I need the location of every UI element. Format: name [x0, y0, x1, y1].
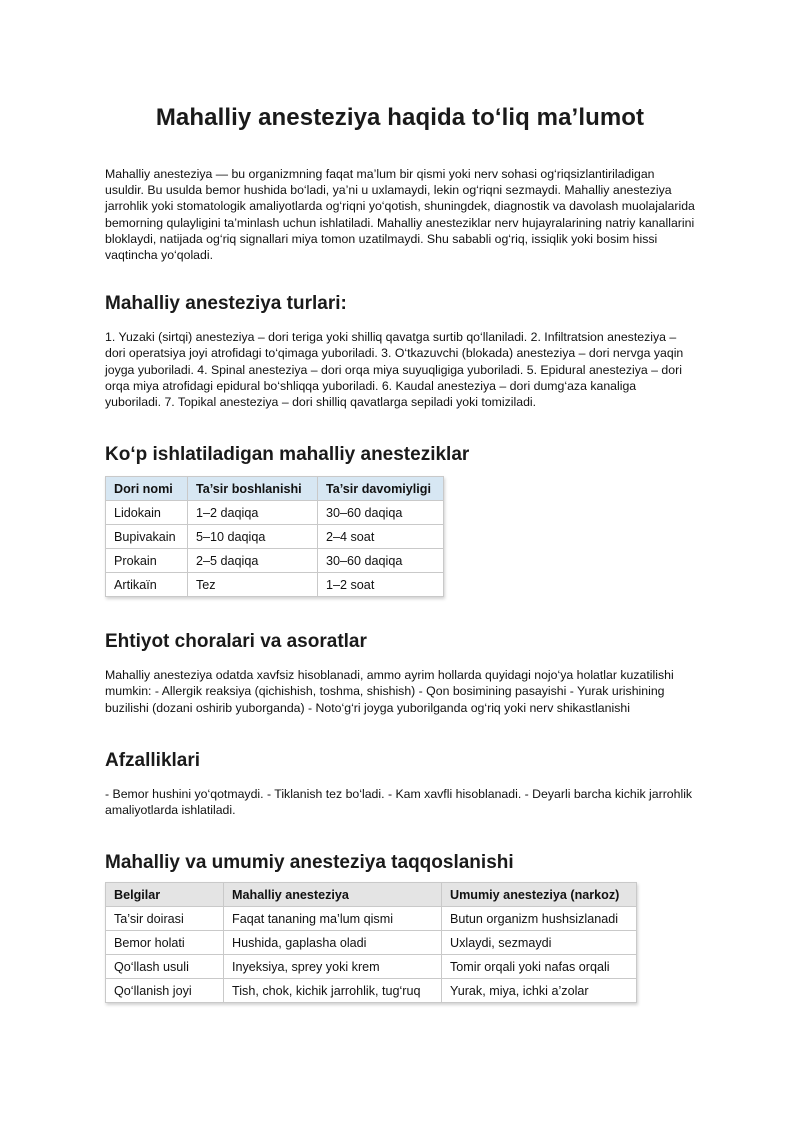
- comparison-section: [105, 852, 695, 1003]
- advantages-heading: Afzalliklari: [105, 749, 201, 771]
- table-header-row: [106, 477, 444, 501]
- precautions-section: [105, 631, 695, 716]
- comparison-table: [105, 882, 637, 1003]
- table-row: [106, 573, 444, 597]
- column-header: Dori nomi: [106, 477, 188, 501]
- advantages-section: [105, 750, 695, 818]
- drugs-section: [105, 444, 695, 597]
- advantages-paragraph: - Bemor hushini yo‘qotmaydi. - Tiklanish tez bo‘ladi. - Kam xavfli hisoblanadi. - Deyarli barcha kichik jarrohlik amaliyotlarda ishlatiladi.: [105, 786, 693, 818]
- table-cell: Qo‘llanish joyi: [106, 979, 224, 1003]
- table-cell: Prokain: [106, 549, 188, 573]
- table-cell: Tomir orqali yoki nafas orqali: [442, 955, 637, 979]
- column-header: Mahalliy anesteziya: [224, 883, 442, 907]
- table-cell: Faqat tananing ma’lum qismi: [224, 907, 442, 931]
- drugs-table: [105, 476, 444, 597]
- document-page: [105, 104, 695, 1003]
- table-cell: 1–2 daqiqa: [188, 501, 318, 525]
- comparison-heading: Mahalliy va umumiy anesteziya taqqoslanishi: [105, 852, 514, 874]
- table-cell: Lidokain: [106, 501, 188, 525]
- table-row: [106, 549, 444, 573]
- table-cell: 1–2 soat: [318, 573, 444, 597]
- table-cell: 30–60 daqiqa: [318, 501, 444, 525]
- table-cell: Bupivakain: [106, 525, 188, 549]
- table-cell: 2–5 daqiqa: [188, 549, 318, 573]
- table-cell: Tish, chok, kichik jarrohlik, tug‘ruq: [224, 979, 442, 1003]
- intro-paragraph: Mahalliy anesteziya — bu organizmning faqat ma’lum bir qismi yoki nerv sohasi og‘riqsizlantiriladigan usuldir. Bu usulda bemor hushida bo‘ladi, ya’ni u uxlamaydi, lekin og‘riqni sezmaydi. Mahalliy anesteziya jarrohlik yoki stomatologik amaliyotlarda og‘riqni yo‘qotish, shuningdek, diagnostik va davolash muolajalarida bemorning qulayligini ta’minlash uchun ishlatiladi. Mahalliy anesteziklar nerv hujayralarining natriy kanallarini bloklaydi, natijada og‘riq signallari miya tomon uzatilmaydi. Shu sababli og‘riq, issiqlik yoki bosim hissi vaqtincha yo‘qoladi.: [105, 167, 695, 263]
- column-header: Umumiy anesteziya (narkoz): [442, 883, 637, 907]
- table-cell: Hushida, gaplasha oladi: [224, 931, 442, 955]
- table-cell: Bemor holati: [106, 931, 224, 955]
- precautions-paragraph: Mahalliy anesteziya odatda xavfsiz hisoblanadi, ammo ayrim hollarda quyidagi nojo‘ya holatlar kuzatilishi mumkin: - Allergik reaksiya (qichishish, toshma, shishish) - Qon bosimining pasayishi - Yurak urishining buzilishi (dozani oshirib yuborganda) - Noto‘g‘ri joyga yuborilganda og‘riq yoki nerv shikastlanishi: [105, 668, 674, 715]
- table-cell: 5–10 daqiqa: [188, 525, 318, 549]
- precautions-heading: Ehtiyot choralari va asoratlar: [105, 631, 367, 653]
- table-cell: Ta’sir doirasi: [106, 907, 224, 931]
- table-cell: Uxlaydi, sezmaydi: [442, 931, 637, 955]
- table-cell: Yurak, miya, ichki a’zolar: [442, 979, 637, 1003]
- types-paragraph: 1. Yuzaki (sirtqi) anesteziya – dori teriga yoki shilliq qavatga surtib qo‘llaniladi. 2. Infiltratsion anesteziya – dori operatsiya joyi atrofidagi to‘qimaga yuboriladi. 3. O‘tkazuvchi (blokada) anesteziya – dori nervga yaqin joyga yuboriladi. 4. Spinal anesteziya – dori orqa miya suyuqligiga yuboriladi. 5. Epidural anesteziya – dori orqa miya atrofidagi epidural bo‘shliqqa yuboriladi. 6. Kaudal anesteziya – dori dumg‘aza kanaliga yuboriladi. 7. Topikal anesteziya – dori shilliq qavatlarga sepiladi yoki tomiziladi.: [105, 330, 684, 410]
- drugs-heading: Ko‘p ishlatiladigan mahalliy anesteziklar: [105, 444, 470, 466]
- table-row: [106, 979, 637, 1003]
- table-cell: Inyeksiya, sprey yoki krem: [224, 955, 442, 979]
- table-header-row: [106, 883, 637, 907]
- table-cell: Qo‘llash usuli: [106, 955, 224, 979]
- column-header: Ta’sir boshlanishi: [188, 477, 318, 501]
- table-row: [106, 931, 637, 955]
- table-row: [106, 907, 637, 931]
- table-cell: 30–60 daqiqa: [318, 549, 444, 573]
- table-row: [106, 525, 444, 549]
- column-header: Belgilar: [106, 883, 224, 907]
- types-heading: Mahalliy anesteziya turlari:: [105, 293, 347, 315]
- column-header: Ta’sir davomiyligi: [318, 477, 444, 501]
- types-section: [105, 293, 695, 410]
- document-title: Mahalliy anesteziya haqida to‘liq ma’lumot: [155, 104, 645, 131]
- table-cell: 2–4 soat: [318, 525, 444, 549]
- table-cell: Artikaïn: [106, 573, 188, 597]
- table-cell: Butun organizm hushsizlanadi: [442, 907, 637, 931]
- table-row: [106, 955, 637, 979]
- table-row: [106, 501, 444, 525]
- table-cell: Tez: [188, 573, 318, 597]
